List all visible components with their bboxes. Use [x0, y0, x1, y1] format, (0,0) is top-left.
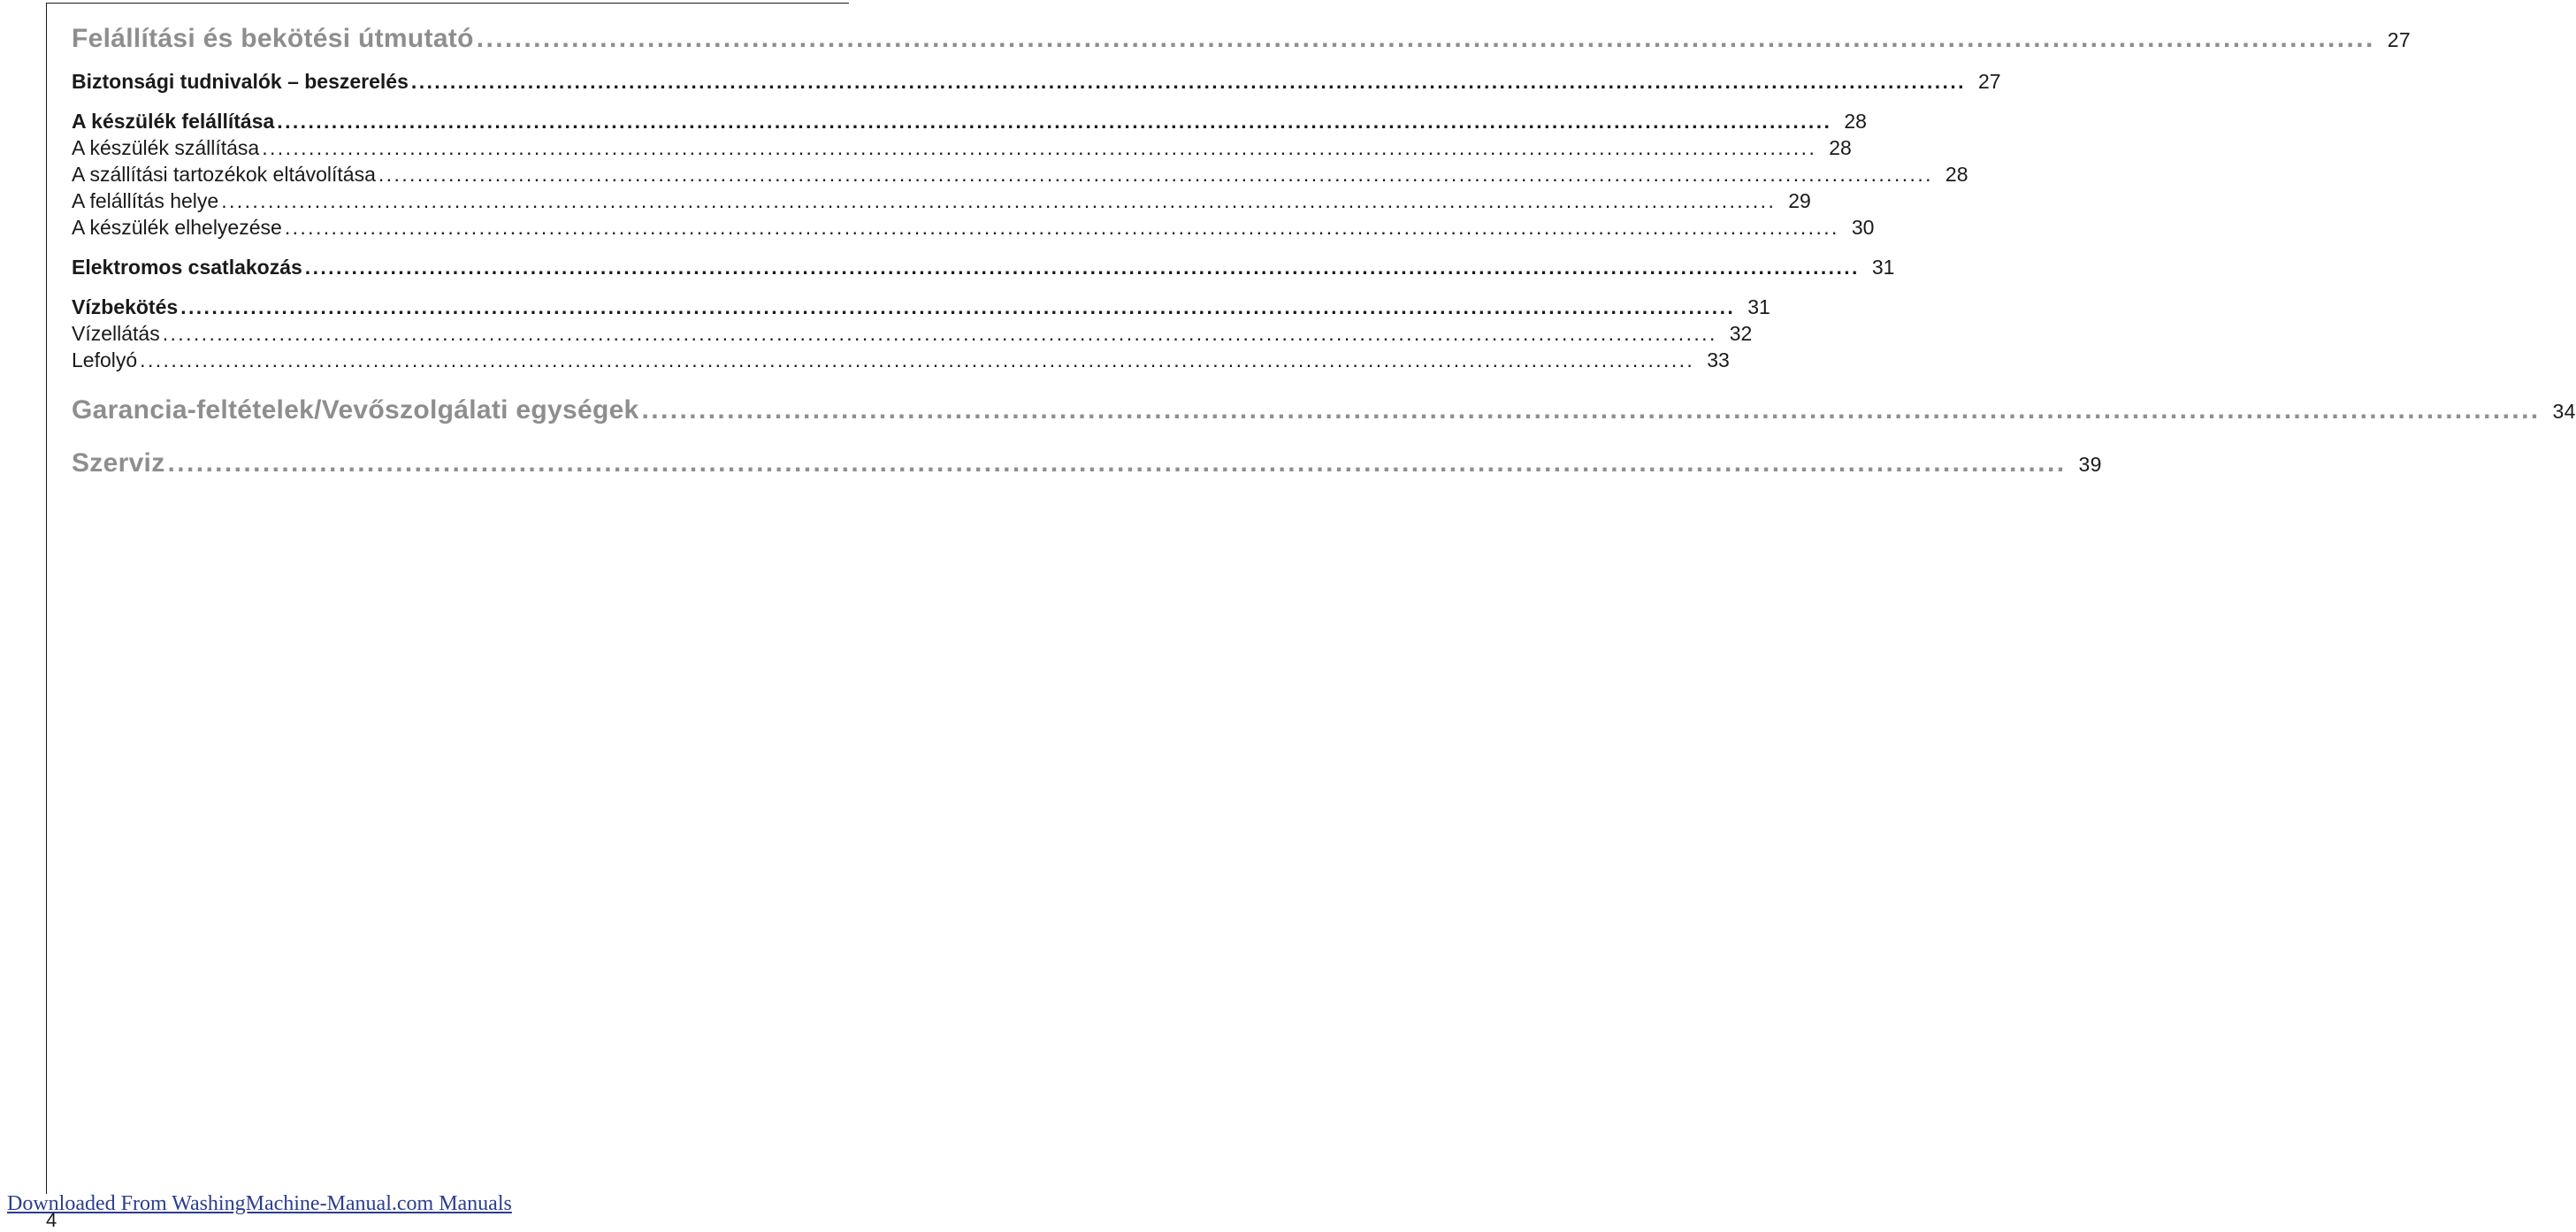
- toc-entry-title: A készülék felállítása: [72, 110, 275, 133]
- toc-entry-title: Vízellátás: [72, 322, 160, 345]
- toc-leader-dots: ........................................................................................................................................................................................................: [284, 216, 1839, 239]
- toc-entry[interactable]: [72, 189, 1811, 213]
- toc-entry-page: 34: [2552, 400, 2576, 423]
- toc-entry-title: Garancia-feltételek/Vevőszolgálati egységek: [72, 395, 639, 425]
- toc-entry[interactable]: [72, 70, 2001, 94]
- toc-entry[interactable]: [72, 295, 1770, 319]
- toc-entry-page: 28: [1829, 136, 1852, 159]
- toc-entry-page: 28: [1844, 110, 1867, 133]
- toc-leader-dots: ........................................................................................................................................................................................................: [410, 70, 1966, 93]
- toc-entry-page: 33: [1707, 348, 1730, 371]
- toc-entry-page: 30: [1851, 216, 1875, 239]
- toc-leader-dots: ........................................................................................................................................................................................................: [167, 448, 2067, 478]
- download-source-link[interactable]: Downloaded From WashingMachine-Manual.com Manuals: [7, 1192, 512, 1215]
- toc-leader-dots: ........................................................................................................................................................................................................: [476, 24, 2375, 53]
- page-frame-left-rule: [46, 3, 47, 1194]
- toc-entry-page: 39: [2078, 453, 2102, 476]
- toc-leader-dots: ........................................................................................................................................................................................................: [277, 110, 1832, 133]
- toc-entry-title: Vízbekötés: [72, 295, 179, 318]
- toc-entry-page: 31: [1747, 295, 1770, 318]
- toc-entry-page: 28: [1945, 163, 1968, 186]
- toc-entry-title: Lefolyó: [72, 348, 138, 371]
- toc-leader-dots: ........................................................................................................................................................................................................: [180, 295, 1736, 318]
- toc-entry[interactable]: [72, 395, 2576, 425]
- toc-entry-page: 32: [1729, 322, 1753, 345]
- toc-entry-page: 29: [1788, 189, 1811, 212]
- toc-entry-page: 27: [1977, 70, 2001, 93]
- toc-entry[interactable]: [72, 256, 1895, 279]
- toc-leader-dots: ........................................................................................................................................................................................................: [304, 256, 1860, 279]
- page-number: 4: [46, 1209, 57, 1231]
- toc-entry-title: A felállítás helye: [72, 189, 219, 212]
- toc-entry-title: A készülék elhelyezése: [72, 216, 282, 239]
- toc-entry[interactable]: [72, 322, 1753, 346]
- toc-entry[interactable]: [72, 216, 1875, 240]
- toc-entry-title: A készülék szállítása: [72, 136, 260, 159]
- toc-leader-dots: ........................................................................................................................................................................................................: [378, 163, 1933, 186]
- toc-leader-dots: ........................................................................................................................................................................................................: [162, 322, 1717, 345]
- toc-entry-title: Szerviz: [72, 448, 165, 478]
- toc-entry-title: A szállítási tartozékok eltávolítása: [72, 163, 376, 186]
- toc-leader-dots: ........................................................................................................................................................................................................: [221, 189, 1777, 212]
- toc-leader-dots: ........................................................................................................................................................................................................: [140, 348, 1695, 371]
- toc-entry-title: Elektromos csatlakozás: [72, 256, 302, 279]
- toc-entry-page: 27: [2387, 28, 2411, 51]
- toc-leader-dots: ........................................................................................................................................................................................................: [641, 395, 2541, 425]
- toc-entry[interactable]: [72, 448, 2102, 478]
- toc-entry[interactable]: [72, 163, 1968, 187]
- toc-entry[interactable]: [72, 136, 1852, 160]
- toc-entry-title: Biztonsági tudnivalók – beszerelés: [72, 70, 409, 93]
- toc-entry-title: Felállítási és bekötési útmutató: [72, 24, 474, 53]
- toc-entry[interactable]: [72, 24, 2411, 54]
- toc-entry[interactable]: [72, 348, 1730, 372]
- toc-entry[interactable]: [72, 110, 1867, 134]
- toc-entry-page: 31: [1871, 256, 1895, 279]
- page-frame-top-rule: [46, 3, 849, 4]
- toc-leader-dots: ........................................................................................................................................................................................................: [262, 136, 1817, 159]
